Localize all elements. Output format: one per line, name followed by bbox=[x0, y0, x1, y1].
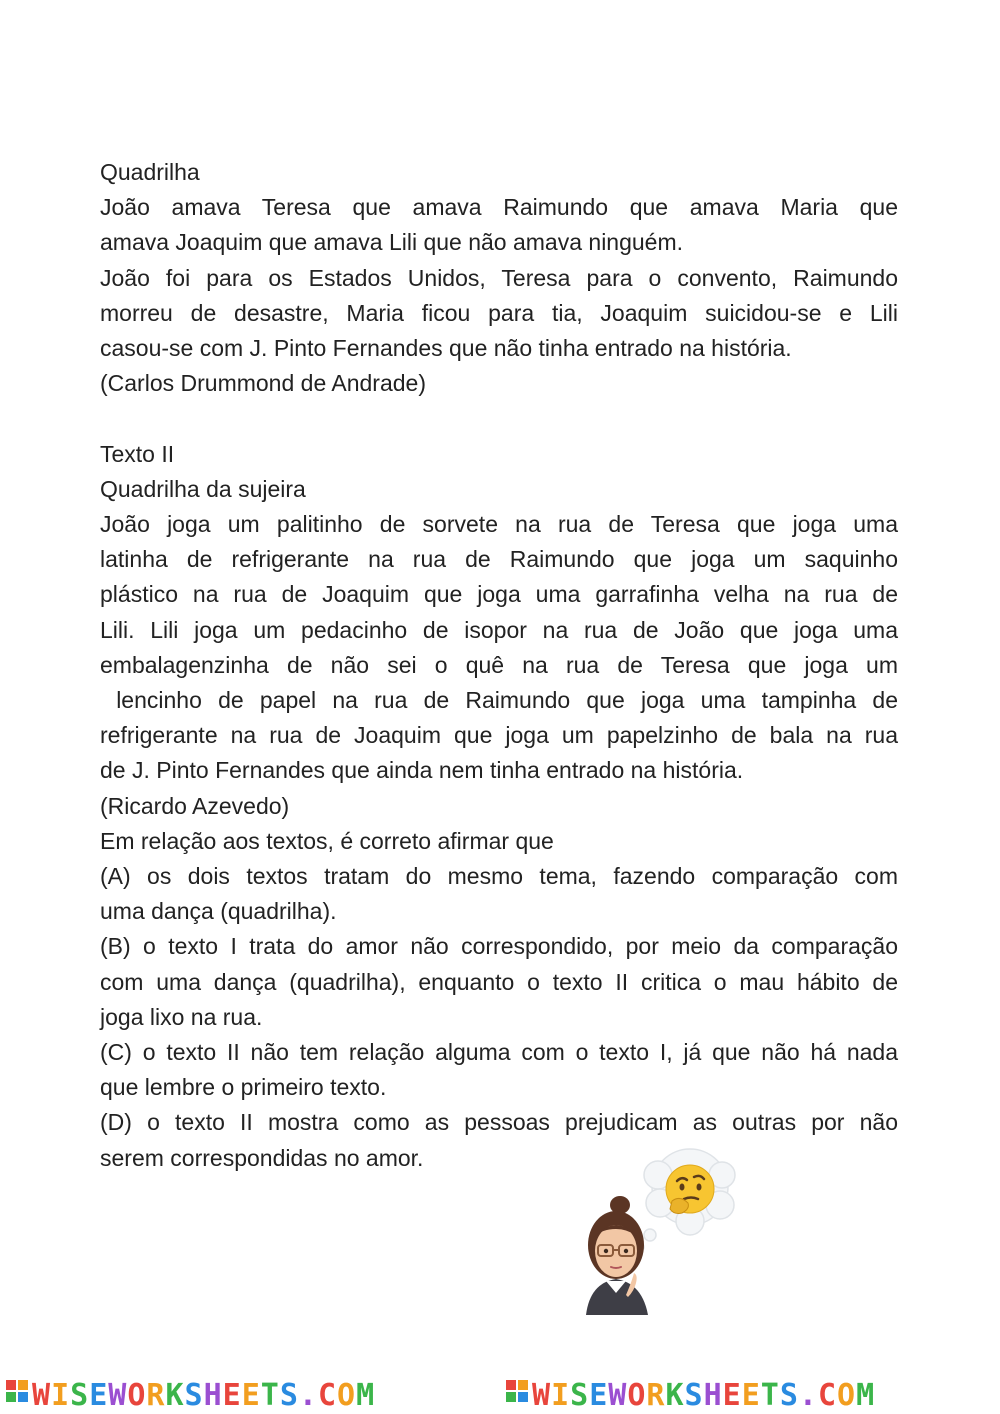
option-b-line: joga lixo na rua. bbox=[100, 1003, 263, 1030]
footer-brand-letter: R bbox=[646, 1378, 666, 1413]
text1-para2-line: João foi para os Estados Unidos, Teresa para o convento, Raimundo bbox=[100, 264, 898, 291]
footer-brand-letter: . bbox=[798, 1378, 818, 1413]
footer-brand-letter: E bbox=[589, 1378, 609, 1413]
footer-brand-letter: W bbox=[32, 1378, 52, 1413]
text1-author: (Carlos Drummond de Andrade) bbox=[100, 370, 426, 397]
option-c-line: que lembre o primeiro texto. bbox=[100, 1074, 387, 1101]
footer-brand-letter: E bbox=[722, 1378, 742, 1413]
footer-brand-letter: S bbox=[184, 1378, 204, 1413]
footer-brand-letter: M bbox=[856, 1378, 876, 1413]
footer-brand-letter: S bbox=[70, 1378, 90, 1413]
wise-logo-icon bbox=[6, 1380, 28, 1402]
footer-brand-letter: W bbox=[108, 1378, 128, 1413]
text2-title: Quadrilha da sujeira bbox=[100, 475, 306, 502]
text2-para-line: Lili. Lili joga um pedacinho de isopor na rua de João que joga uma bbox=[100, 616, 898, 643]
text2-label: Texto II bbox=[100, 440, 175, 467]
thinking-girl-illustration bbox=[580, 1145, 740, 1315]
footer-brand-letter: C bbox=[317, 1378, 337, 1413]
footer-brand-letter: C bbox=[817, 1378, 837, 1413]
footer-watermark bbox=[0, 1374, 1000, 1414]
footer-brand-letter: H bbox=[203, 1378, 223, 1413]
text2-para-line: lencinho de papel na rua de Raimundo que joga uma tampinha de bbox=[100, 687, 898, 714]
footer-brand-letter: S bbox=[684, 1378, 704, 1413]
text2-para-line: plástico na rua de Joaquim que joga uma garrafinha velha na rua de bbox=[100, 581, 898, 608]
footer-brand-letter: S bbox=[779, 1378, 799, 1413]
girl-avatar bbox=[586, 1196, 648, 1315]
question-prompt: Em relação aos textos, é correto afirmar que bbox=[100, 827, 554, 854]
footer-brand-letter: O bbox=[127, 1378, 147, 1413]
text1-title: Quadrilha bbox=[100, 159, 200, 185]
footer-brand-letter: K bbox=[665, 1378, 685, 1413]
option-b-line: com uma dança (quadrilha), enquanto o texto II critica o mau hábito de bbox=[100, 968, 898, 995]
footer-brand-letter: W bbox=[608, 1378, 628, 1413]
thinking-girl-icon bbox=[580, 1145, 740, 1315]
footer-brand-text bbox=[532, 1378, 875, 1413]
footer-brand-letter: T bbox=[760, 1378, 780, 1413]
text1-para2-line: morreu de desastre, Maria ficou para tia, Joaquim suicidou-se e Lili bbox=[100, 299, 898, 326]
footer-brand-letter: T bbox=[260, 1378, 280, 1413]
text2-para-line: latinha de refrigerante na rua de Raimundo que joga um saquinho bbox=[100, 546, 898, 573]
option-c-line: (C) o texto II não tem relação alguma com o texto I, já que não há nada bbox=[100, 1039, 898, 1066]
footer-brand-letter: I bbox=[551, 1378, 571, 1413]
footer-brand-text bbox=[32, 1378, 375, 1413]
footer-brand-letter: M bbox=[356, 1378, 376, 1413]
worksheet-body bbox=[100, 155, 898, 1176]
text1-para1-line: João amava Teresa que amava Raimundo que amava Maria que bbox=[100, 194, 898, 221]
footer-brand-letter: S bbox=[570, 1378, 590, 1413]
option-a-line: (A) os dois textos tratam do mesmo tema, fazendo comparação com bbox=[100, 863, 898, 890]
option-b[interactable] bbox=[100, 929, 898, 1035]
footer-brand-letter: R bbox=[146, 1378, 166, 1413]
footer-brand-letter: K bbox=[165, 1378, 185, 1413]
option-b-line: (B) o texto I trata do amor não correspondido, por meio da comparação bbox=[100, 933, 898, 960]
wise-logo-icon bbox=[506, 1380, 528, 1402]
option-d-line: serem correspondidas no amor. bbox=[100, 1144, 424, 1171]
option-a[interactable] bbox=[100, 859, 898, 929]
text2-author: (Ricardo Azevedo) bbox=[100, 792, 290, 819]
footer-brand-letter: E bbox=[222, 1378, 242, 1413]
option-d[interactable] bbox=[100, 1105, 898, 1175]
text2-para-line: de J. Pinto Fernandes que ainda nem tinha entrado na história. bbox=[100, 757, 744, 784]
footer-brand-letter: E bbox=[741, 1378, 761, 1413]
text2-para-line: refrigerante na rua de Joaquim que joga um papelzinho de bala na rua bbox=[100, 722, 898, 749]
spacer bbox=[100, 401, 898, 436]
footer-brand-letter: E bbox=[89, 1378, 109, 1413]
footer-brand-letter: O bbox=[337, 1378, 357, 1413]
text1-para2-line: casou-se com J. Pinto Fernandes que não tinha entrado na história. bbox=[100, 335, 792, 362]
footer-brand-letter: W bbox=[532, 1378, 552, 1413]
thinking-face-icon bbox=[666, 1165, 714, 1214]
footer-brand-letter: O bbox=[627, 1378, 647, 1413]
footer-brand-letter: . bbox=[298, 1378, 318, 1413]
footer-brand-letter: S bbox=[279, 1378, 299, 1413]
footer-brand-letter: H bbox=[703, 1378, 723, 1413]
footer-brand-letter: I bbox=[51, 1378, 71, 1413]
option-c[interactable] bbox=[100, 1035, 898, 1105]
option-a-line: uma dança (quadrilha). bbox=[100, 898, 337, 925]
footer-brand-letter: E bbox=[241, 1378, 261, 1413]
footer-brand-letter: O bbox=[837, 1378, 857, 1413]
text2-para-line: João joga um palitinho de sorvete na rua de Teresa que joga uma bbox=[100, 511, 898, 538]
option-d-line: (D) o texto II mostra como as pessoas prejudicam as outras por não bbox=[100, 1109, 898, 1136]
text2-para-line: embalagenzinha de não sei o quê na rua de Teresa que joga um bbox=[100, 651, 898, 678]
text1-para1-line: amava Joaquim que amava Lili que não amava ninguém. bbox=[100, 229, 684, 256]
